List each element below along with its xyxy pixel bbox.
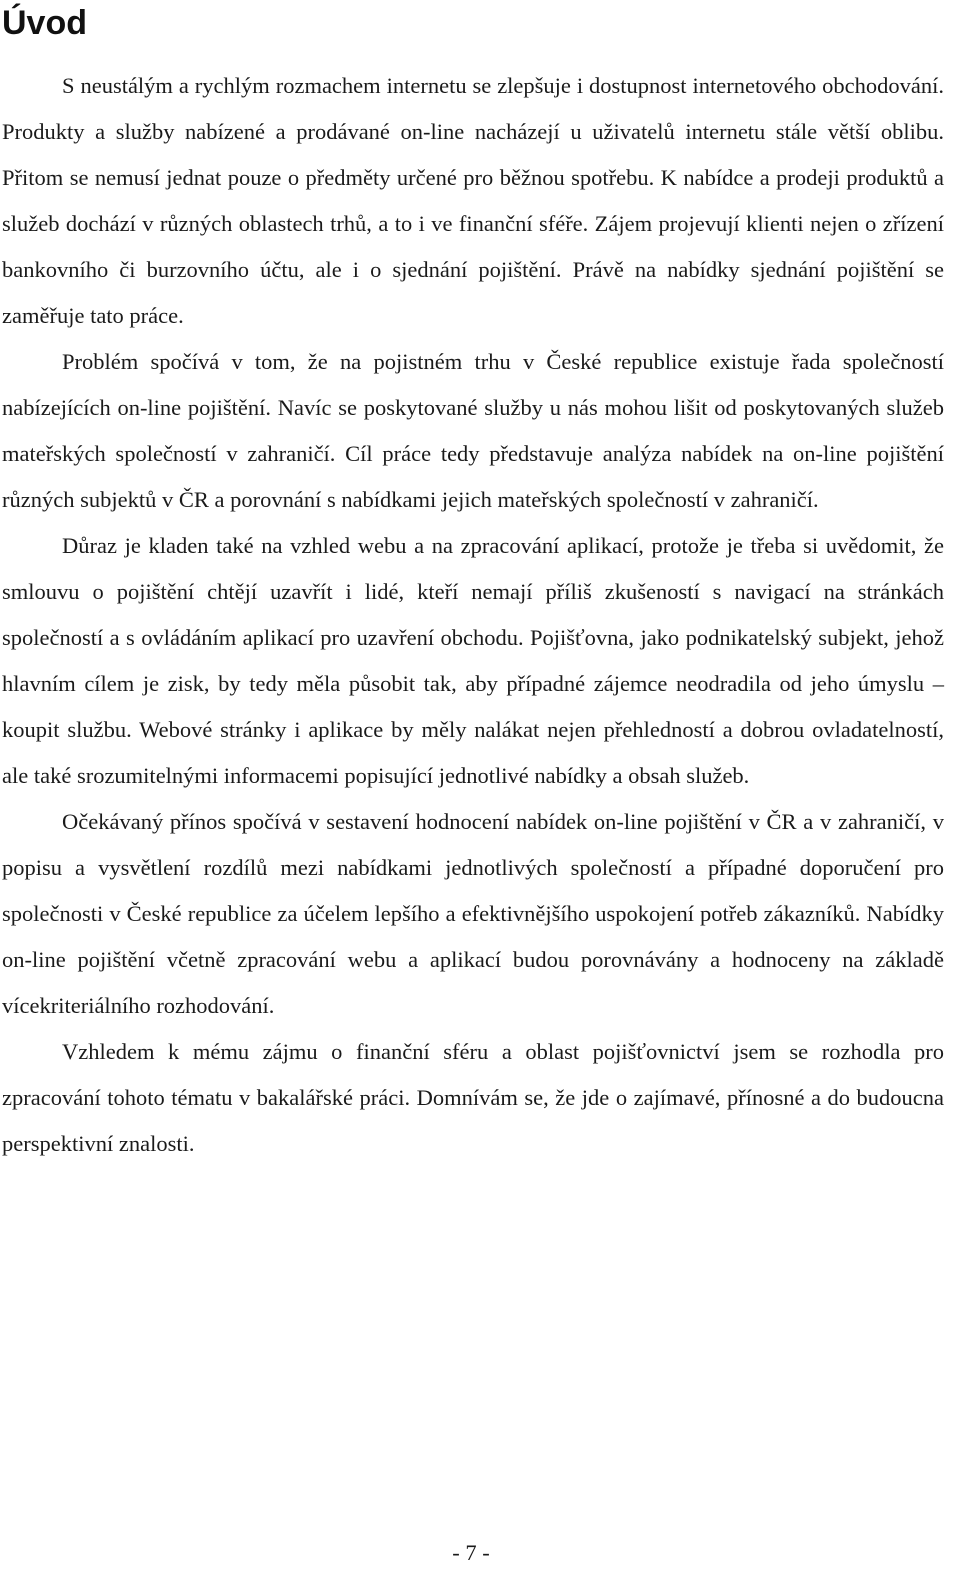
body-text (2, 63, 944, 1167)
paragraph: S neustálým a rychlým rozmachem internetu se zlepšuje i dostupnost internetového obchodování. Produkty a služby nabízené a prodávané on-line nacházejí u uživatelů internetu stále větší oblibu. Přitom se nemusí jednat pouze o předměty určené pro běžnou spotřebu. K nabídce a prodeji produktů a služeb dochází v různých oblastech trhů, a to i ve finanční sféře. Zájem projevují klienti nejen o zřízení bankovního či burzovního účtu, ale i o sjednání pojištění. Právě na nabídky sjednání pojištění se zaměřuje tato práce. (2, 73, 944, 328)
paragraph: Očekávaný přínos spočívá v sestavení hodnocení nabídek on-line pojištění v ČR a v zahraničí, v popisu a vysvětlení rozdílů mezi nabídkami jednotlivých společností a případné doporučení pro společnosti v České republice za účelem lepšího a efektivnějšího uspokojení potřeb zákazníků. Nabídky on-line pojištění včetně zpracování webu a aplikací budou porovnávány a hodnoceny na základě vícekriteriálního rozhodování. (2, 809, 944, 1018)
page-number: - 7 - (452, 1540, 490, 1565)
chapter-heading: Úvod (2, 4, 87, 42)
paragraph: Vzhledem k mému zájmu o finanční sféru a oblast pojišťovnictví jsem se rozhodla pro zpracování tohoto tématu v bakalářské práci. Domnívám se, že jde o zajímavé, přínosné a do budoucna perspektivní znalosti. (2, 1039, 944, 1156)
paragraph: Důraz je kladen také na vzhled webu a na zpracování aplikací, protože je třeba si uvědomit, že smlouvu o pojištění chtějí uzavřít i lidé, kteří nemají příliš zkušeností s navigací na stránkách společností a s ovládáním aplikací pro uzavření obchodu. Pojišťovna, jako podnikatelský subjekt, jehož hlavním cílem je zisk, by tedy měla působit tak, aby případné zájemce neodradila od jeho úmyslu – koupit službu. Webové stránky i aplikace by měly nalákat nejen přehledností a dobrou ovladatelností, ale také srozumitelnými informacemi popisující jednotlivé nabídky a obsah služeb. (2, 533, 944, 788)
paragraph: Problém spočívá v tom, že na pojistném trhu v České republice existuje řada společností nabízejících on-line pojištění. Navíc se poskytované služby u nás mohou lišit od poskytovaných služeb mateřských společností v zahraničí. Cíl práce tedy představuje analýza nabídek na on-line pojištění různých subjektů v ČR a porovnání s nabídkami jejich mateřských společností v zahraničí. (2, 349, 944, 512)
